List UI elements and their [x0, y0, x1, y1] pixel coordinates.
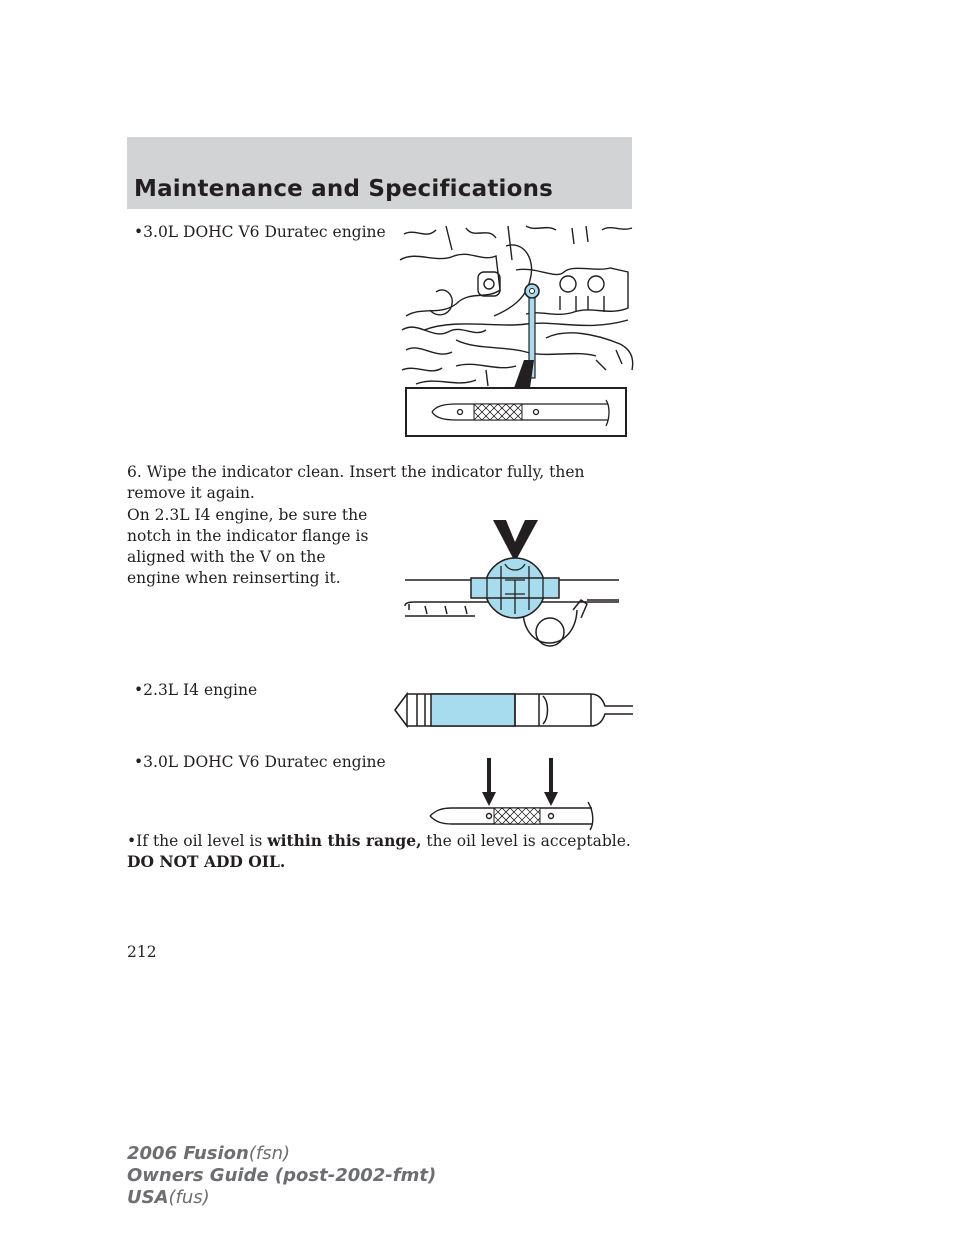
- footer-model-code: (fsn): [248, 1143, 290, 1164]
- do-not-add-oil: DO NOT ADD OIL.: [127, 852, 286, 871]
- page-title: Maintenance and Specifications: [134, 176, 554, 202]
- bullet-glyph: •: [134, 223, 144, 241]
- footer-market: USA: [127, 1187, 169, 1208]
- range-suffix: the oil level is acceptable.: [426, 832, 631, 850]
- v6-dipstick-range-illustration: [428, 758, 598, 830]
- bullet-item-v6-engine-2: [134, 752, 386, 773]
- footer-line-3: [127, 1187, 436, 1209]
- i4-note-paragraph: On 2.3L I4 engine, be sure the notch in the indicator flange is aligned with the V on the engine when reinserting it.: [127, 506, 369, 587]
- page-number: 212: [127, 943, 157, 961]
- step-6-paragraph: 6. Wipe the indicator clean. Insert the indicator fully, then remove it again.: [127, 463, 585, 502]
- bullet-text: 3.0L DOHC V6 Duratec engine: [143, 753, 386, 771]
- bullet-item-i4-engine: [134, 680, 257, 701]
- bullet-text: 2.3L I4 engine: [143, 681, 258, 699]
- footer-model: 2006 Fusion: [127, 1143, 249, 1164]
- range-paragraph: [127, 830, 647, 852]
- v6-engine-dipstick-illustration: [396, 220, 636, 440]
- document-footer: [127, 1143, 436, 1209]
- i4-dipstick-illustration: [393, 690, 635, 734]
- i4-notch-alignment-illustration: [405, 514, 625, 659]
- footer-line-2: Owners Guide (post-2002-fmt): [127, 1165, 437, 1186]
- bullet-text: 3.0L DOHC V6 Duratec engine: [143, 223, 386, 241]
- bullet-glyph: •: [127, 832, 137, 850]
- bullet-item-v6-engine: [134, 222, 386, 243]
- bullet-glyph: •: [134, 681, 144, 699]
- range-prefix: If the oil level is: [136, 832, 263, 850]
- footer-market-code: (fus): [168, 1187, 210, 1208]
- footer-line-1: [127, 1143, 436, 1165]
- range-bold: within this range,: [267, 831, 422, 850]
- bullet-glyph: •: [134, 753, 144, 771]
